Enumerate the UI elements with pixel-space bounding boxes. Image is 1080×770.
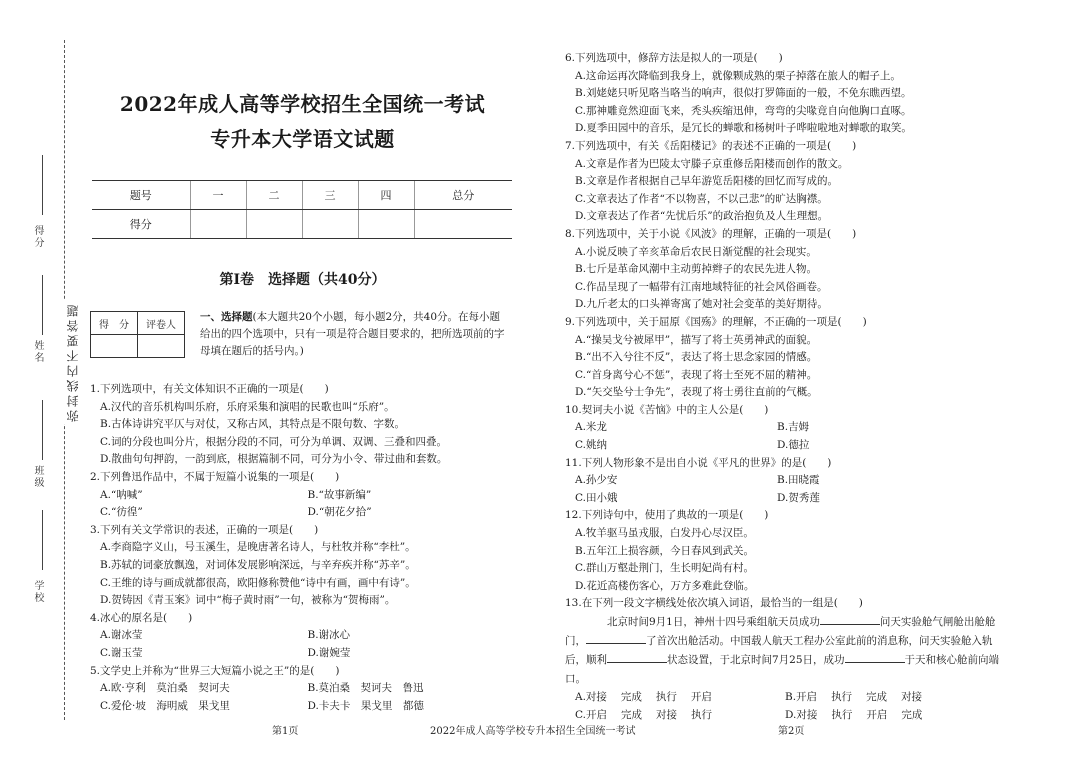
option: D.德拉 [777, 439, 810, 452]
seal-warning: 弥封线内不要答题 [66, 302, 80, 422]
question-6 [565, 50, 1060, 138]
page-number-left: 第1页 [272, 726, 299, 737]
question-4 [90, 610, 515, 663]
option: D.贺铸因《青玉案》词中“梅子黄时雨”一句，被称为“贺梅雨”。 [100, 594, 396, 607]
question-7 [565, 138, 1060, 226]
question-5 [90, 663, 515, 716]
question-stem: 13.在下列一段文字横线处依次填入词语，最恰当的一组是( ) [565, 597, 863, 610]
option: A.牧羊驱马虽戎服，白发丹心尽汉臣。 [575, 527, 754, 540]
option: D.卡夫卡 果戈里 都德 [307, 699, 424, 712]
score-cell[interactable] [246, 210, 302, 239]
question-stem: 6.下列选项中，修辞方法是拟人的一项是( ) [565, 52, 783, 64]
question-1 [90, 381, 515, 469]
question-stem: 8.下列选项中，关于小说《风波》的理解，正确的一项是( ) [565, 227, 857, 240]
question-12 [565, 507, 1060, 595]
option: C.田小娥 [575, 491, 618, 504]
option: C.文章表达了作者“不以物喜，不以己悲”的旷达胸襟。 [575, 192, 828, 205]
question-stem: 1.下列选项中，有关文体知识不正确的一项是( ) [90, 383, 329, 395]
passage-text: 状态设置，于北京时间7月25日，成功 [667, 654, 845, 666]
option-word: 执行 [691, 708, 712, 721]
school-label: 学校 [32, 580, 43, 604]
school-line [42, 510, 43, 570]
score-header-cell: 一 [190, 181, 246, 210]
question-stem: 2.下列鲁迅作品中，不属于短篇小说集的一项是( ) [90, 470, 340, 483]
question-stem: 7.下列选项中，有关《岳阳楼记》的表述不正确的一项是( ) [565, 139, 857, 152]
name-label: 姓名 [32, 340, 43, 364]
question-11 [565, 455, 1060, 508]
option-word: 完成 [620, 691, 642, 703]
option: D.九斤老太的口头禅寄寓了她对社会变革的美好期待。 [575, 298, 828, 311]
option: A.欧·亨利 莫泊桑 契诃夫 [100, 682, 230, 695]
footer-center: 2022年成人高等学校专升本招生全国统一考试 [430, 726, 636, 737]
option: C.群山万壑赴荆门，生长明妃尚有村。 [575, 562, 754, 575]
question-10 [565, 402, 1060, 455]
question-stem: 11.下列人物形象不是出自小说《平凡的世界》的是( ) [565, 456, 832, 469]
option: D.“朝花夕拾” [307, 506, 372, 519]
option: A.米龙 [575, 421, 607, 434]
question-9 [565, 314, 1060, 402]
question-8 [565, 226, 1060, 314]
passage-text: 问天实验舱气闸舱出舱舱门， [565, 616, 996, 647]
grader-table [90, 311, 185, 358]
score-header-cell: 总分 [414, 181, 512, 210]
question-passage [565, 613, 1060, 689]
score-cell[interactable] [190, 210, 246, 239]
fen-label: 得分 [32, 225, 43, 249]
section-instructions [200, 309, 510, 360]
option: B.文章是作者根据自己早年游览岳阳楼的回忆而写成的。 [575, 175, 839, 188]
passage-text: 北京时间9月1日，神州十四号乘组航天员成功 [607, 616, 820, 628]
page-number-right: 第2页 [778, 726, 805, 737]
option: D.贺秀莲 [777, 491, 820, 504]
option-word: 完成 [901, 708, 923, 721]
option-word: 完成 [621, 708, 642, 721]
option: A.文章是作者为巴陵太守滕子京重修岳阳楼而创作的散文。 [575, 157, 849, 170]
option: C.姚纳 [575, 439, 607, 452]
question-stem: 3.下列有关文学常识的表述，正确的一项是( ) [90, 523, 319, 536]
score-row-label: 得分 [92, 210, 190, 239]
option: A.“操吴戈兮被犀甲”，描写了将士英勇神武的面貌。 [575, 333, 818, 346]
option: B.吉姆 [777, 421, 810, 434]
section-intro-text: (本大题共20个小题，每小题2分，共40分。在每小题给出的四个选项中，只有一项是符合题目要求的，把所选项前的字母填在题后的括号内。) [200, 311, 505, 357]
fill-blank[interactable] [820, 614, 880, 625]
option: B.“故事新编” [307, 488, 372, 501]
option-word: 对接 [656, 708, 677, 721]
option: A.这命运再次降临到我身上，就像颗成熟的栗子掉落在旅人的帽子上。 [575, 69, 901, 82]
section-title: 第Ⅰ卷 选择题（共40分） [219, 272, 386, 288]
score-cell[interactable] [414, 210, 512, 239]
option-label: C.开启 [575, 708, 607, 721]
exam-title: 2022年成人高等学校招生全国统一考试 [119, 92, 486, 116]
option [575, 689, 785, 707]
option: D.散曲句句押韵，一韵到底，根据篇制不同，可分为小令、带过曲和套数。 [100, 453, 448, 466]
score-table-header-row [92, 181, 512, 210]
option: B.谢冰心 [307, 629, 351, 642]
option-word: 开启 [690, 691, 712, 703]
option: C.那神雕竟然迎面飞来，秃头疾缩迅伸，弯弯的尖喙竟自向他胸口直啄。 [575, 104, 912, 117]
question-stem: 4.冰心的原名是( ) [90, 611, 193, 624]
option: D.夏季田园中的音乐，是冗长的蝉歌和杨树叶子哗啦啦地对蝉歌的取笑。 [575, 122, 912, 135]
right-column [565, 50, 1060, 724]
score-cell[interactable] [302, 210, 358, 239]
score-cell[interactable] [358, 210, 414, 239]
fill-blank[interactable] [845, 652, 905, 663]
option-word: 执行 [655, 691, 677, 703]
option: B.刘姥姥只听见咯当咯当的响声，很似打罗筛面的一般，不免东瞧西望。 [575, 87, 912, 100]
grader-score-label: 得 分 [91, 312, 138, 335]
option: B.古体诗讲究平仄与对仗，又称古风，其特点是不限句数、字数。 [100, 418, 406, 431]
option: B.“出不入兮往不反”，表达了将士思念家园的情感。 [575, 351, 818, 364]
grader-score-cell[interactable] [91, 335, 138, 358]
option: C.“彷徨” [100, 506, 143, 519]
grader-name-cell[interactable] [138, 335, 185, 358]
option: C.词的分段也叫分片，根据分段的不同，可分为单调、双调、三叠和四叠。 [100, 435, 447, 448]
name-line [42, 275, 43, 335]
section-intro-bold: 一、选择题 [200, 311, 253, 323]
option-word: 对接 [901, 691, 923, 703]
grader-name-label: 评卷人 [138, 312, 185, 335]
option: D.谢婉莹 [307, 646, 351, 659]
option [785, 707, 995, 725]
option: A.“呐喊” [100, 488, 143, 501]
option: C.作品呈现了一幅带有江南地域特征的社会风俗画卷。 [575, 280, 828, 293]
option-label: B.开启 [785, 691, 818, 703]
binding-margin [0, 0, 80, 770]
fen-line [42, 155, 43, 215]
option-word: 完成 [866, 691, 888, 703]
question-stem: 9.下列选项中，关于屈原《国殇》的理解，不正确的一项是( ) [565, 315, 867, 328]
score-header-cell: 四 [358, 181, 414, 210]
option: A.汉代的音乐机构叫乐府，乐府采集和演唱的民歌也叫“乐府”。 [100, 400, 395, 413]
questions-left [90, 381, 515, 715]
option: A.小说反映了辛亥革命后农民日渐觉醒的社会现实。 [575, 245, 817, 258]
option [785, 689, 995, 707]
question-2 [90, 469, 515, 522]
option: B.七斤是革命风潮中主动剪掉辫子的农民先进人物。 [575, 263, 818, 276]
option: A.李商隐字义山，号玉溪生，是晚唐著名诗人，与杜牧并称“李杜”。 [100, 541, 416, 554]
class-line [42, 400, 43, 460]
exam-subtitle: 专升本大学语文试题 [210, 127, 395, 151]
question-3 [90, 522, 515, 610]
option: C.爱伦·坡 海明威 果戈里 [100, 699, 230, 712]
class-label: 班级 [32, 465, 43, 489]
option: B.莫泊桑 契诃夫 鲁迅 [307, 682, 424, 695]
option-word: 开启 [866, 708, 888, 721]
score-table-row [92, 210, 512, 239]
option: A.谢冰莹 [100, 629, 143, 642]
fill-blank[interactable] [586, 633, 646, 644]
option: D.文章表达了作者“先忧后乐”的政治抱负及人生理想。 [575, 210, 829, 223]
option: C.“首身离兮心不惩”，表现了将士至死不屈的精神。 [575, 368, 818, 381]
section-header [90, 309, 515, 365]
score-header-cell: 二 [246, 181, 302, 210]
option: B.田晓霞 [777, 474, 820, 487]
question-stem: 12.下列诗句中，使用了典故的一项是( ) [565, 509, 769, 522]
fill-blank[interactable] [607, 652, 667, 663]
score-table [92, 180, 512, 239]
option: A.孙少安 [575, 474, 618, 487]
option: D.“矢交坠兮士争先”，表现了将士勇往直前的气概。 [575, 386, 818, 399]
score-header-cell: 题号 [92, 181, 190, 210]
option: C.谢玉莹 [100, 646, 143, 659]
option: B.苏轼的词豪放飘逸，对词体发展影响深远，与辛弃疾并称“苏辛”。 [100, 558, 416, 571]
option: D.花近高楼伤客心，万方多难此登临。 [575, 579, 755, 592]
passage-text: 于天和核心舱前向端口。 [565, 654, 1000, 685]
score-header-cell: 三 [302, 181, 358, 210]
option-label: A.对接 [575, 691, 607, 703]
left-column [90, 40, 515, 715]
option: B.五年江上损容颜，今日春风到武关。 [575, 544, 755, 557]
option-word: 执行 [831, 691, 853, 703]
option: C.王维的诗与画成就都很高，欧阳修称赞他“诗中有画，画中有诗”。 [100, 576, 416, 589]
question-stem: 5.文学史上并称为“世界三大短篇小说之王”的是( ) [90, 664, 340, 677]
option-label: D.对接 [785, 708, 818, 721]
passage-text: 了首次出舱活动。中国载人航天工程办公室此前的消息称，问天实验舱入轨后，顺利 [565, 635, 993, 666]
question-13 [565, 595, 1060, 724]
option-word: 执行 [831, 708, 853, 721]
question-stem: 10.契诃夫小说《苦恼》中的主人公是( ) [565, 403, 769, 416]
